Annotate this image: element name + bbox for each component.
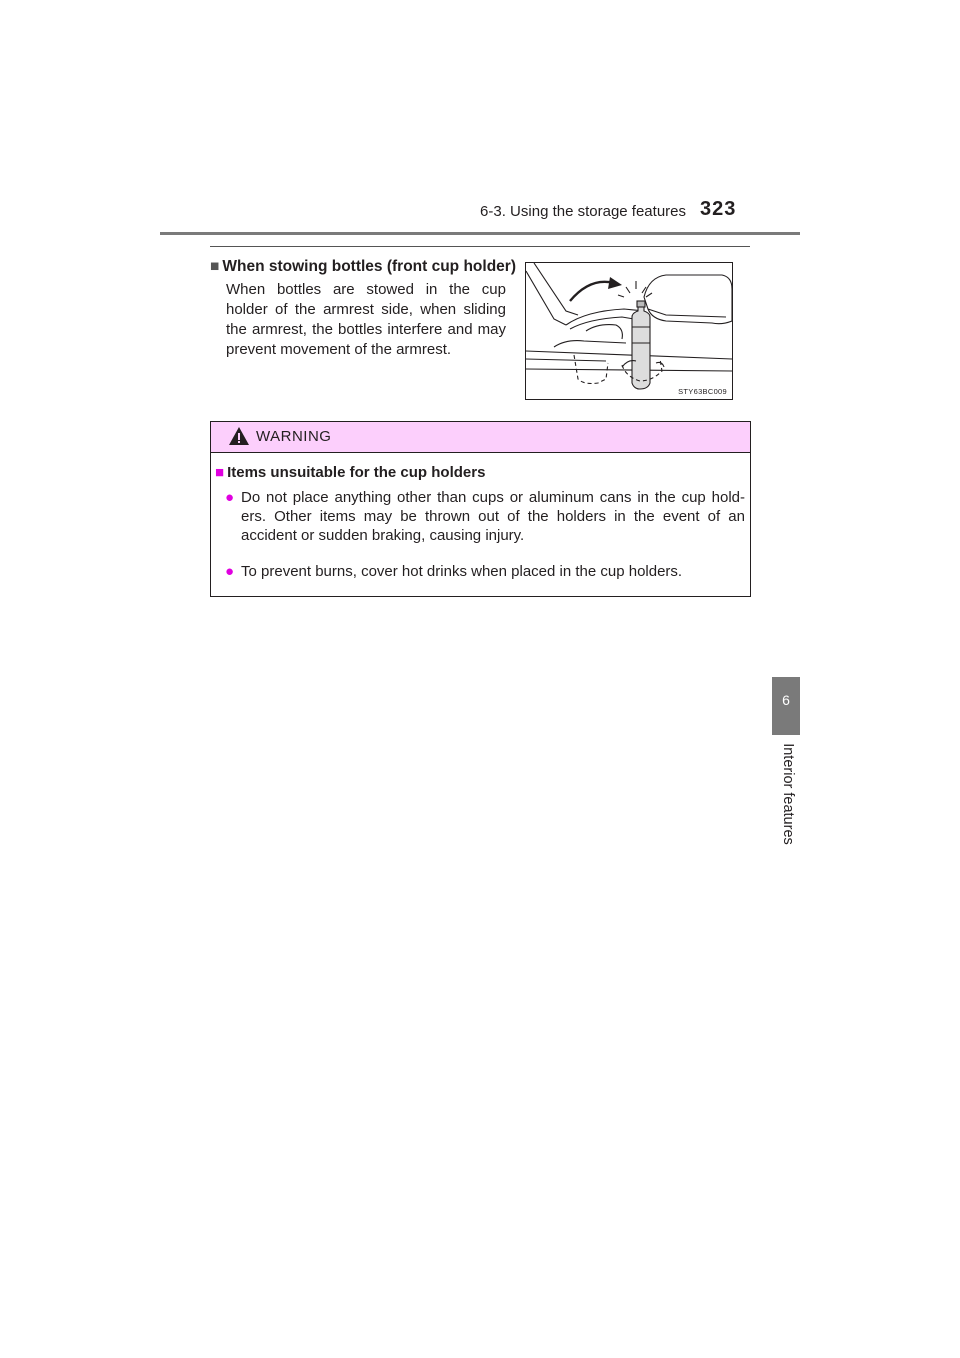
- armrest-bottle-illustration: [525, 262, 733, 400]
- warning-header: [211, 422, 750, 453]
- header-section-title: 6-3. Using the storage features: [480, 203, 686, 220]
- warning-box: [210, 421, 751, 597]
- section-heading-text: When stowing bottles (front cup holder): [222, 258, 516, 275]
- warning-bullet-text: Do not place anything other than cups or aluminum cans in the cup hold- ers. Other items may be thrown out of the holders in the event of an accident or sudden braking, causing injury.: [241, 489, 745, 544]
- chapter-tab: [772, 677, 800, 735]
- circle-bullet-icon: ●: [225, 563, 235, 580]
- square-bullet-icon: ■: [210, 258, 220, 275]
- armrest-bottle-drawing: [526, 263, 732, 399]
- page-number: 323: [700, 198, 737, 220]
- warning-bullet: [225, 488, 745, 545]
- warning-heading: [215, 464, 485, 481]
- chapter-tab-label: Interior features: [780, 743, 796, 845]
- section-body-text: When bottles are stowed in the cup holder of the armrest side, when sliding the armrest, the bottles interfere and may prevent movement of the armrest.: [226, 281, 506, 358]
- chapter-tab-number: 6: [782, 692, 790, 708]
- warning-bullet: [225, 562, 745, 581]
- warning-triangle-icon: [228, 426, 250, 446]
- square-bullet-icon: ■: [215, 464, 225, 481]
- warning-title: WARNING: [256, 428, 332, 445]
- figure-code: STY63BC009: [678, 387, 727, 396]
- header-divider: [160, 232, 800, 235]
- section-heading: [210, 258, 516, 276]
- warning-bullet-text: To prevent burns, cover hot drinks when placed in the cup holders.: [241, 563, 683, 580]
- content-divider: [210, 246, 750, 247]
- circle-bullet-icon: ●: [225, 489, 235, 506]
- warning-heading-text: Items unsuitable for the cup holders: [227, 464, 486, 481]
